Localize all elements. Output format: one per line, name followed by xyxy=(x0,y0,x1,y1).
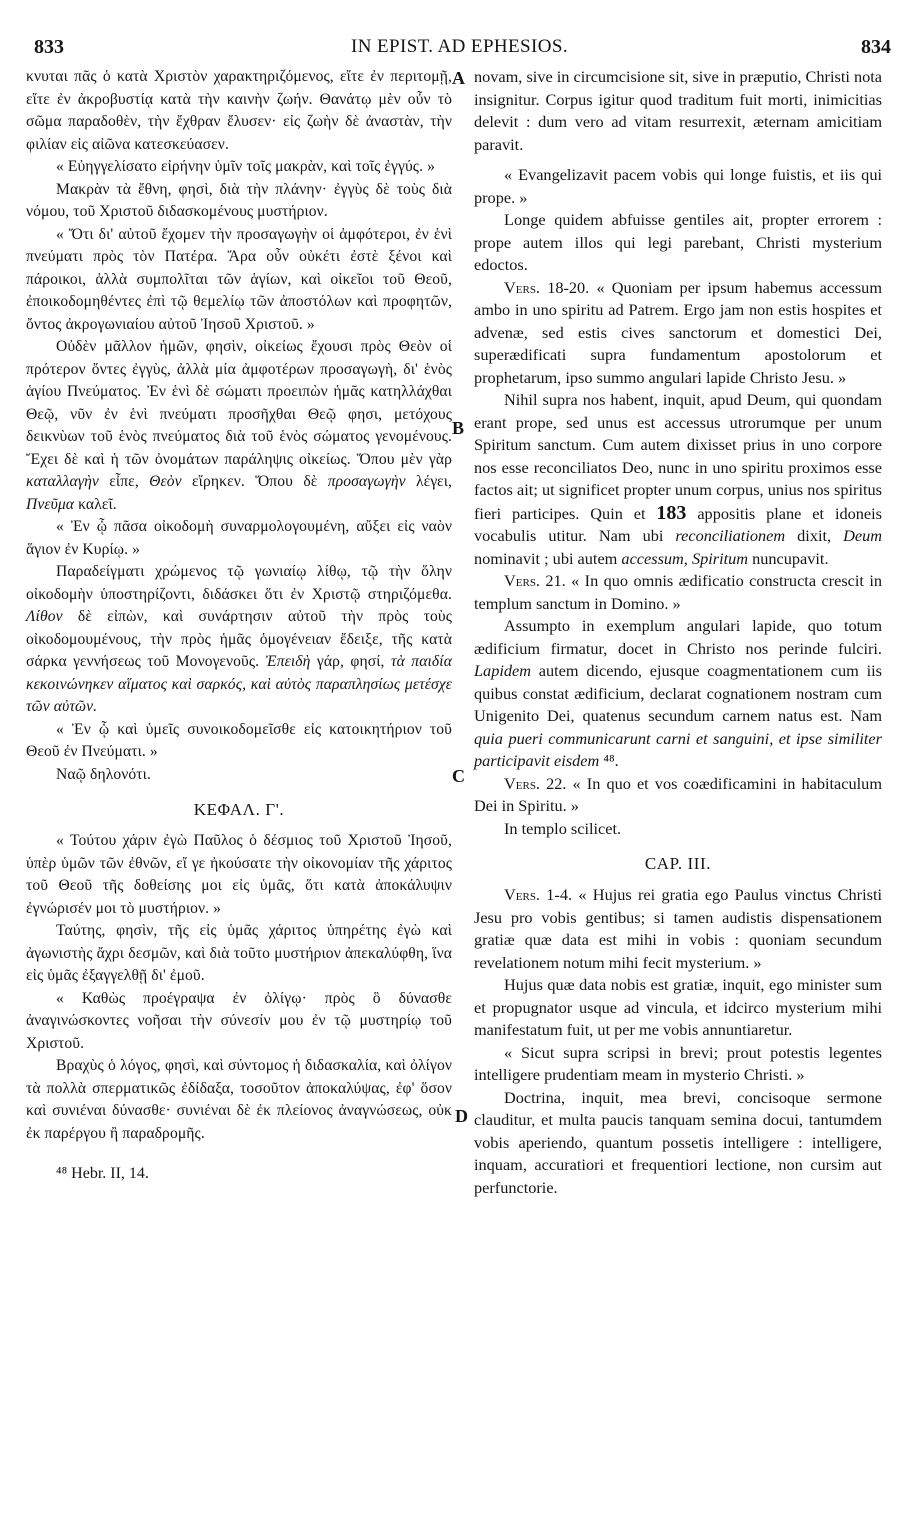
marginal-column-number: 183 xyxy=(656,501,687,524)
greek-text: λέγει, xyxy=(405,473,452,490)
spacer xyxy=(474,156,882,164)
latin-text: appositis plane et idoneis vocabulis utitur. Nam ubi xyxy=(474,503,882,545)
margin-letter-a: A xyxy=(452,68,465,88)
greek-text: Παραδείγματι χρώμενος τῷ γωνιαίῳ λίθῳ, τῷ τὴν ὅλην οἰκοδομὴν ὑποστηρίζοντι, διδάσκει ὅτι ἐν Χριστῷ στηριζόμεθα. xyxy=(26,563,452,603)
greek-paragraph: « Καθὼς προέγραψα ἐν ὀλίγῳ· πρὸς ὃ δύνασθε ἀναγινώσκοντες νοῆσαι τὴν σύνεσίν μου ἐν τῷ μυστηρίῳ τοῦ Χριστοῦ. xyxy=(26,989,452,1052)
verse-reference: Vers. 18-20. xyxy=(504,277,590,297)
latin-text: Nihil supra nos habent, inquit, apud Deum, qui quondam erant prope, sed unus est accessus utrorumque per unum Spiritum sanctum. Cum autem dixisset prius in uno corpore nos esse reconciliatos Deo, nunc in uno spiritu proximos esse factos ait; ut significet propter unum corpus, unius nos spiritus fieri participes. Quin et xyxy=(474,390,882,523)
latin-text: « Quoniam per ipsum habemus accessum ambo in uno spiritu ad Patrem. Ergo jam non estis hospites et advenæ, sed estis cives sanctorum et domestici Dei, superædificati supra fundamentum apostolorum et prophetarum, ipso summo angulari lapide Christo Jesu. » xyxy=(474,277,882,387)
greek-emphasis: Πνεῦμα xyxy=(26,495,75,513)
margin-letter-b: B xyxy=(452,418,465,438)
page-number-left: 833 xyxy=(34,36,64,58)
latin-text: « Hujus rei gratia ego Paulus vinctus Christi Jesu pro vobis gentibus; si tamen audistis dispensationem gratiæ quæ data est mihi in vobis : quoniam secundum revelationem notum mihi fecit mysterium. » xyxy=(474,885,882,972)
greek-text: εἴρηκεν. Ὅπου δὲ xyxy=(181,473,328,490)
greek-paragraph: « Ἐν ᾧ καὶ ὑμεῖς συνοικοδομεῖσθε εἰς κατοικητήριον τοῦ Θεοῦ ἐν Πνεύματι. » xyxy=(26,720,452,760)
latin-paragraph xyxy=(474,884,882,974)
verse-reference: Vers. 1-4. xyxy=(504,885,573,904)
latin-paragraph xyxy=(474,570,882,615)
latin-paragraph xyxy=(474,389,882,570)
greek-text: καλεῖ. xyxy=(74,495,117,513)
latin-emphasis: Lapidem xyxy=(474,661,531,680)
greek-text: εἶπε, xyxy=(98,473,150,490)
greek-emphasis: καταλλαγὴν xyxy=(26,473,99,490)
greek-text: Οὐδὲν μᾶλλον ἡμῶν, φησὶν, οἰκείως ἔχουσι πρὸς Θεὸν οἱ πρότερον ὄντες ἐγγὺς, ἀλλὰ μία ἀμφοτέρων προσαγωγὴ, δι' ἑνὸς ἁγίου Πνεύματος. Ἐν ἑνὶ δὲ σώματι προειπὼν ἡμᾶς κατηλλάχθαι Θεῷ, νῦν ἐν ἑνὶ πνεύματι προσῆχθαι Θεῷ φησι, μετόχους δεικνὺων τοῦ ἑνὸς πνεύματος διὰ τοῦ ἑνὸς σώματος γενομένους. Ἔχει δὲ καὶ ἡ τῶν ὀνομάτων παράληψις οἰκείως. Ὅπου μὲν γὰρ xyxy=(26,338,452,468)
latin-paragraph: « Sicut supra scripsi in brevi; prout potestis legentes intelligere prudentiam meam in mysterio Christi. » xyxy=(474,1042,882,1084)
latin-paragraph: Longe quidem abfuisse gentiles ait, propter errorem : prope autem illos qui legi parebant, Christi mysterium edoctos. xyxy=(474,210,882,274)
latin-paragraph xyxy=(474,277,882,390)
greek-paragraph: « Τούτου χάριν ἐγὼ Παῦλος ὁ δέσμιος τοῦ Χριστοῦ Ἰησοῦ, ὑπὲρ ὑμῶν τῶν ἐθνῶν, εἴ γε ἠκούσατε τὴν οἰκονομίαν τῆς χάριτος τοῦ Θεοῦ τῆς δοθείσης μοι εἰς ὑμᾶς, ὅτι κατὰ ἀποκάλυψιν ἐγνώρισέν μοι τὸ μυστήριον. » xyxy=(26,832,452,917)
latin-emphasis: accessum, Spiritum xyxy=(621,548,749,568)
page-number-right: 834 xyxy=(861,36,891,58)
latin-text: dixit, xyxy=(785,526,844,545)
latin-text: nominavit ; ubi autem xyxy=(474,548,622,568)
verse-reference: Vers. 21. xyxy=(504,571,566,590)
margin-letter-d: D xyxy=(455,1106,468,1126)
latin-text: nuncupavit. xyxy=(748,548,829,568)
greek-paragraph xyxy=(26,561,452,719)
greek-paragraph: « Εὐηγγελίσατο εἰρήνην ὑμῖν τοῖς μακρὰν, καὶ τοῖς ἐγγύς. » xyxy=(56,158,435,175)
latin-text: Assumpto in exemplum angulari lapide, quo totum ædificium firmatur, docet in Christo nos perinde fulciri. xyxy=(474,616,882,658)
latin-text: autem dicendo, ejusque coagmentationem cum iis quibus constat ædificium, declarat cognationem nostram cum Unigenito Dei, quatenus secundum carnem natus est. Nam xyxy=(474,661,882,725)
greek-emphasis: Λίθον xyxy=(26,608,63,625)
greek-column xyxy=(26,66,452,1183)
latin-paragraph: Doctrina, inquit, mea brevi, concisoque sermone clauditur, et multa paucis tanquam semina docui, tantumdem vobis aperiendo, quantum possetis intelligere : intelligere, inquam, accuratiori et frequentiori lectione, non cursim aut perfunctorie. xyxy=(474,1087,882,1197)
latin-emphasis: Deum xyxy=(843,526,882,545)
latin-paragraph: Hujus quæ data nobis est gratiæ, inquit, ego minister sum et propugnator usque ad vincula, et idcirco mysterium mihi manifestatum fuit, ut per me vobis annuntiaretur. xyxy=(474,975,882,1039)
latin-text: « In quo omnis ædificatio constructa crescit in templum sanctum in Domino. » xyxy=(474,571,882,613)
greek-paragraph: « Ὅτι δι' αὐτοῦ ἔχομεν τὴν προσαγωγὴν οἱ ἀμφότεροι, ἐν ἑνὶ πνεύματι πρὸς τὸν Πατέρα. Ἄρα οὖν οὐκέτι ἐστὲ ξένοι καὶ πάροικοι, ἀλλὰ συμπολῖται τῶν ἁγίων, καὶ οἰκεῖοι τοῦ Θεοῦ, ἐποικοδομηθέντες ἐπὶ τῷ θεμελίῳ τῶν ἀποστόλων καὶ προφητῶν, ὄντος ἀκρογωνιαίου αὐτοῦ Ἰησοῦ Χριστοῦ. » xyxy=(26,225,452,333)
greek-paragraph: Ναῷ δηλονότι. xyxy=(56,765,151,783)
footnote: ⁴⁸ Hebr. II, 14. xyxy=(56,1165,149,1182)
latin-text: « In quo et vos coædificamini in habitaculum Dei in Spiritu. » xyxy=(474,773,882,815)
latin-paragraph: « Evangelizavit pacem vobis qui longe fuistis, et iis qui prope. » xyxy=(474,165,882,207)
latin-emphasis: quia pueri communicarunt carni et sanguini, et ipse similiter participavit eisdem xyxy=(474,728,882,770)
greek-text: δὲ εἰπὼν, καὶ συνάρτησιν αὐτοῦ τὴν πρὸς τοὺς οἰκοδομουμένους, τὴν πρὸς ἡμᾶς ὁμογένειαν ἔδειξε, τῆς κατὰ σάρκα γεννήσεως τοῦ Μονογενοῦς. xyxy=(26,608,452,670)
page-header xyxy=(0,36,919,62)
greek-paragraph: Ταύτης, φησὶν, τῆς εἰς ὑμᾶς χάριτος ὑπηρέτης ἐγὼ καὶ ἀγωνιστὴς ἄχρι δεσμῶν, καὶ διὰ τοῦτο μυστήριον ἀπεκαλύφθη, ἵνα εἰς ὑμᾶς ἐξαγγελθῇ δι' ἐμοῦ. xyxy=(26,922,452,984)
greek-paragraph: Βραχὺς ὁ λόγος, φησὶ, καὶ σύντομος ἡ διδασκαλία, καὶ ὀλίγον τὰ πολλὰ σπερματικῶς ἐδίδαξα, τοσοῦτον ἀποκαλύψας, ἐφ' ὅσον καὶ συνιέναι δύνασθε· συνιέναι δὲ ἐκ πλείονος ἀναγνώσεως, οὐκ ἐκ παρέργου ἢ παραδρομῆς. xyxy=(26,1057,452,1142)
running-title: IN EPIST. AD EPHESIOS. xyxy=(351,36,568,57)
latin-paragraph xyxy=(474,773,882,818)
greek-paragraph: κνυται πᾶς ὁ κατὰ Χριστὸν χαρακτηριζόμενος, εἴτε ἐν περιτομῇ, εἴτε ἐν ἀκροβυστίᾳ κατὰ τὴν καινὴν ζωήν. Θανάτῳ μὲν οὖν τὸ σῶμα παραδοθὲν, τὴν ἔχθραν ἔλυσεν· εἰς ζωὴν δὲ ἀναστὰν, τὴν φιλίαν εἰς αἰῶνα κατεσκεύασεν. xyxy=(26,68,452,153)
greek-paragraph xyxy=(26,336,452,516)
greek-emphasis: Ἐπειδὴ xyxy=(265,653,311,670)
chapter-heading-latin: CAP. III. xyxy=(644,854,712,873)
greek-paragraph: « Ἐν ᾧ πᾶσα οἰκοδομὴ συναρμολογουμένη, αὔξει εἰς ναὸν ἅγιον ἐν Κυρίῳ. » xyxy=(26,518,452,558)
greek-emphasis: προσαγωγὴν xyxy=(327,473,406,490)
latin-column xyxy=(474,66,882,1199)
verse-reference: Vers. 22. xyxy=(504,773,567,793)
latin-text: ⁴⁸. xyxy=(599,751,619,770)
greek-emphasis: Θεὸν xyxy=(149,473,182,490)
greek-text: γάρ, φησί, xyxy=(310,653,391,670)
margin-letter-c: C xyxy=(452,766,465,786)
latin-emphasis: reconciliationem xyxy=(675,526,786,545)
latin-paragraph xyxy=(474,615,882,773)
greek-emphasis: τὰ παιδία κεκοινώνηκεν αἵματος καὶ σαρκός, καὶ αὐτὸς παραπλησίως μετέσχε τῶν αὐτῶν. xyxy=(26,653,452,715)
latin-paragraph: In templo scilicet. xyxy=(504,818,622,838)
latin-paragraph: novam, sive in circumcisione sit, sive in præputio, Christi nota insignitur. Corpus igitur quod traditum fuit morti, inimicitias delevit : dum vero ad vitam resurrexit, æternam amicitiam paravit. xyxy=(474,67,882,154)
chapter-heading-greek: ΚΕΦΑΛ. Γ'. xyxy=(193,800,285,819)
greek-paragraph: Μακρὰν τὰ ἔθνη, φησὶ, διὰ τὴν πλάνην· ἐγγὺς δὲ τοὺς διὰ νόμου, τοῦ Χριστοῦ διδασκομένους μυστήριον. xyxy=(26,180,452,220)
